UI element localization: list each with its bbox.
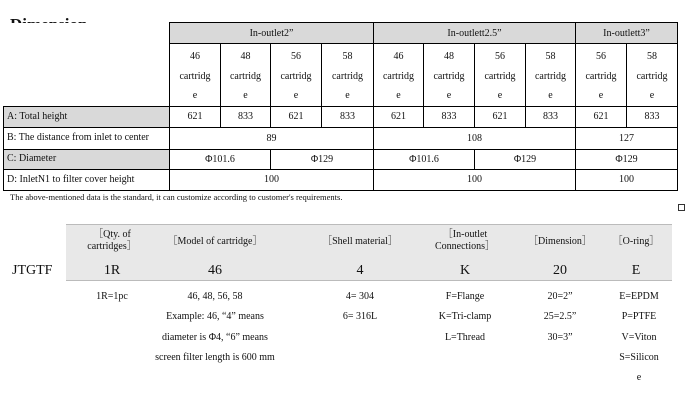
value-qty: 1R xyxy=(103,263,121,278)
cartridge-header-row xyxy=(4,44,678,107)
option-item: S=Silicon xyxy=(619,351,659,363)
option-item: Example: 46, “4” means xyxy=(166,311,264,323)
option-item: 30=3” xyxy=(547,331,573,343)
cartridge-header: 56 cartridg e xyxy=(576,44,627,107)
cartridge-header: 56 cartridg e xyxy=(271,44,322,107)
option-item: 4= 304 xyxy=(345,291,375,302)
table-cell: Φ129 xyxy=(475,149,576,169)
cartridge-header: 46 cartridg e xyxy=(374,44,424,107)
option-item: e xyxy=(636,372,642,384)
option-item: screen filter length is 600 mm xyxy=(155,351,275,363)
small-square-icon xyxy=(678,204,685,211)
cartridge-header: 56 cartridg e xyxy=(475,44,526,107)
value-oring: E xyxy=(631,263,641,278)
table-cell: 621 xyxy=(475,106,526,127)
group-header: In-outlet2” xyxy=(170,23,374,44)
option-item: E=EPDM xyxy=(619,291,659,302)
group-header: In-outlett3” xyxy=(576,23,678,44)
cartridge-header: 46 cartridg e xyxy=(170,44,221,107)
option-item: 1R=1pc xyxy=(96,291,128,302)
row-total-height xyxy=(4,106,678,127)
row-label: A: Total height xyxy=(4,106,170,127)
option-item: L=Thread xyxy=(444,331,486,343)
table-cell: 108 xyxy=(374,127,576,149)
options-oring xyxy=(606,287,672,388)
options-connections xyxy=(420,287,510,348)
table-cell: 833 xyxy=(627,106,678,127)
header-qty: ［Qty. of cartridges］ xyxy=(87,229,137,252)
row-label: C: Diameter xyxy=(4,149,170,169)
table-cell: 833 xyxy=(322,106,374,127)
value-connections: K xyxy=(459,263,471,278)
table-cell: 833 xyxy=(526,106,576,127)
row-label: D: InletN1 to filter cover height xyxy=(4,169,170,190)
option-item: K=Tri-clamp xyxy=(438,311,492,323)
table-cell: 89 xyxy=(170,127,374,149)
option-item: 20=2” xyxy=(547,291,573,302)
value-model: 46 xyxy=(208,263,222,278)
option-item: 25=2.5” xyxy=(543,311,577,323)
table-cell: Φ101.6 xyxy=(170,149,271,169)
header-oring: ［O-ring］ xyxy=(612,236,660,247)
group-header-row xyxy=(4,23,678,44)
model-prefix: JTGTF xyxy=(12,263,53,278)
blank-corner xyxy=(4,23,170,44)
row-diameter xyxy=(4,149,678,169)
table-cell: 833 xyxy=(424,106,475,127)
cartridge-header: 58 cartridg e xyxy=(627,44,678,107)
header-dimension: ［Dimension］ xyxy=(528,236,592,247)
table-cell: 621 xyxy=(170,106,221,127)
table-cell: 621 xyxy=(271,106,322,127)
table-cell: 100 xyxy=(576,169,678,190)
table-cell: Φ129 xyxy=(576,149,678,169)
row-cover-height xyxy=(4,169,678,190)
header-connections: ［In-outlet Connections］ xyxy=(435,229,495,252)
cartridge-header: 58 cartridg e xyxy=(526,44,576,107)
options-model xyxy=(150,287,280,368)
options-shell xyxy=(310,287,410,328)
cartridge-header: 48 cartridg e xyxy=(221,44,271,107)
option-item: 6= 316L xyxy=(342,311,378,323)
options-qty xyxy=(72,287,152,307)
cartridge-header: 58 cartridg e xyxy=(322,44,374,107)
header-model: ［Model of cartridge］ xyxy=(167,236,263,247)
option-item: 46, 48, 56, 58 xyxy=(187,291,243,302)
table-cell: 100 xyxy=(170,169,374,190)
option-item: diameter is Φ4, “6” means xyxy=(162,331,268,343)
blank-corner xyxy=(4,44,170,107)
value-dimension: 20 xyxy=(553,263,567,278)
row-inlet-distance xyxy=(4,127,678,149)
table-cell: Φ101.6 xyxy=(374,149,475,169)
table-cell: 127 xyxy=(576,127,678,149)
note-text: The above-mentioned data is the standard, it can customize according to customer's requirements. xyxy=(10,192,343,202)
table-cell: 621 xyxy=(374,106,424,127)
value-shell: 4 xyxy=(356,263,364,278)
options-dimension xyxy=(524,287,596,348)
cartridge-header: 48 cartridg e xyxy=(424,44,475,107)
option-item: V=Viton xyxy=(621,331,657,343)
header-shell: ［Shell material］ xyxy=(322,236,398,247)
table-cell: 621 xyxy=(576,106,627,127)
dimension-table xyxy=(3,22,678,191)
option-item: F=Flange xyxy=(445,291,485,302)
table-cell: 833 xyxy=(221,106,271,127)
group-header: In-outlett2.5” xyxy=(374,23,576,44)
row-label: B: The distance from inlet to center xyxy=(4,127,170,149)
table-cell: 100 xyxy=(374,169,576,190)
table-cell: Φ129 xyxy=(271,149,374,169)
option-item: P=PTFE xyxy=(621,311,657,323)
